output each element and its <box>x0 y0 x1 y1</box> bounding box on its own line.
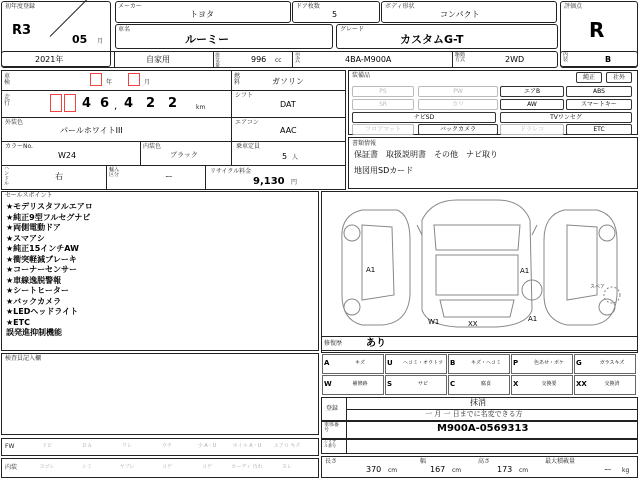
width-label: 幅 <box>420 458 427 465</box>
mileage-digit-4: 2 <box>146 96 156 111</box>
interior-color-value: ブラック <box>170 151 198 159</box>
equipment-item: フロアマット <box>352 124 414 135</box>
mileage-digit-2: 6 <box>100 96 110 111</box>
equipment-item: ETC <box>566 124 632 135</box>
interior-row-item: ヤブレ <box>119 464 135 470</box>
color-no-label: カラーNo. <box>5 143 33 150</box>
sales-point-item: ★車線逸脱警報 <box>6 275 62 285</box>
handle-label: ハンドル <box>4 166 10 187</box>
damage-code-letter: W <box>324 380 332 388</box>
weight-value: ー <box>604 465 612 474</box>
registration-label: 登録 <box>326 405 339 412</box>
serial-block <box>321 439 638 454</box>
interior-row-item: コゲ <box>201 464 212 470</box>
sales-point-item: ★純正9型フルセグナビ <box>6 212 91 222</box>
handle-value: 右 <box>55 172 63 181</box>
equipment-item: スマートキー <box>566 99 632 110</box>
body-label: ボディ形状 <box>385 3 415 10</box>
sales-point-item: ★両側電動ドア <box>6 223 61 232</box>
equipment-item: バックカメラ <box>418 124 498 135</box>
sales-point-item: ★ETC <box>6 317 30 327</box>
damage-code-letter: XX <box>576 380 587 388</box>
recycle-value: 9,130 <box>253 176 285 187</box>
car-diagram <box>322 195 637 335</box>
sales-point-item: ★衝突軽減ブレーキ <box>6 254 77 264</box>
mileage-digit-1: 4 <box>82 96 92 111</box>
grade-score-label: 評価点 <box>564 3 583 10</box>
weight-unit: kg <box>622 467 630 474</box>
length-label: 長さ <box>325 458 338 465</box>
repair-label: 修復歴 <box>324 340 343 347</box>
purpose-value: 自家用 <box>146 55 170 64</box>
documents-block <box>348 137 638 189</box>
fw-item: 小 A・U <box>197 443 217 449</box>
damage-code-label: サビ <box>417 381 428 387</box>
damage-code-letter: P <box>513 359 519 367</box>
recycle-label: リサイクル料金 <box>210 168 252 175</box>
inspection-month-unit: 月 <box>144 79 151 86</box>
displacement-value: 996 <box>251 55 267 64</box>
damage-code-letter: A <box>324 359 330 367</box>
first-registration-month: 05 <box>72 33 88 46</box>
length-unit: cm <box>388 467 398 474</box>
model-value: ルーミー <box>185 33 229 46</box>
interior-row-item: ヨゴレ <box>39 464 55 470</box>
aircon-value: AAC <box>280 126 297 135</box>
damage-code-label: ヘコミ・オウトツ <box>402 360 443 366</box>
equipment-item: ナビSD <box>352 112 496 123</box>
documents-line1: 保証書 取扱説明書 その他 ナビ取り <box>354 150 498 159</box>
diagram-mark-5: A1 <box>528 315 538 323</box>
damage-code-letter: B <box>450 359 456 367</box>
displacement-label: 排気量 <box>215 53 221 69</box>
interior-row-item: ホーディ 汚れ <box>231 464 263 470</box>
diagram-mark-4: XX <box>468 320 478 328</box>
width-unit: cm <box>452 467 462 474</box>
import-label: 輸入区分 <box>109 167 120 178</box>
sales-point-item: ★モデリスタフルエアロ <box>6 202 93 211</box>
equipment-item: PW <box>418 86 498 97</box>
width-value: 167 <box>430 465 446 474</box>
inspector-block <box>1 353 319 435</box>
fw-label: FW <box>5 443 15 450</box>
year-value: 2021年 <box>35 55 64 64</box>
fw-item: ＢＡ <box>81 443 92 449</box>
first-registration-label: 初年度登録 <box>5 3 36 10</box>
interior-row-item: コゲ <box>161 464 172 470</box>
inspection-year-box[interactable] <box>90 73 102 86</box>
type-value: 4BA-M900A <box>345 55 392 64</box>
fuel-value: ガソリン <box>272 77 304 86</box>
damage-code-letter: X <box>513 380 519 388</box>
maker-label: メーカー <box>118 3 142 10</box>
spare-label: スペア <box>590 284 606 290</box>
equipment-item: ABS <box>566 86 632 97</box>
equipment-item: エアB <box>500 86 564 97</box>
grade-score-value: R <box>589 18 605 42</box>
grade-label: グレード <box>340 26 365 33</box>
equipment-item: ドラレコ <box>500 124 564 135</box>
damage-code-label: 補修跡 <box>352 381 368 387</box>
fw-item: エアロ キズ <box>273 443 301 449</box>
doors-label: ドア枚数 <box>296 3 320 10</box>
shift-label: シフト <box>235 92 254 99</box>
damage-code-label: 腐食 <box>480 381 491 387</box>
interior-row-item: スレ <box>281 464 292 470</box>
capacity-unit: 人 <box>292 154 299 161</box>
equipment-item: カワ <box>418 99 498 110</box>
equipment-item: TVワンセグ <box>500 112 632 123</box>
inspection-month-box[interactable] <box>128 73 140 86</box>
chassis-label: 車体番号 <box>324 422 340 433</box>
damage-code-label: キズ・ヘコミ <box>471 360 501 366</box>
import-value: ー <box>165 172 173 181</box>
equipment-item: AW <box>500 99 564 110</box>
fw-item: ウチ <box>161 443 172 449</box>
height-value: 173 <box>497 465 513 474</box>
damage-code-letter: U <box>387 359 393 367</box>
damage-code-letter: C <box>450 380 456 388</box>
sales-point-item: ★シートヒーター <box>6 286 69 295</box>
inspector-label: 検査員記入欄 <box>5 355 42 362</box>
model-label: 車名 <box>118 26 131 33</box>
color-no-value: W24 <box>58 151 77 160</box>
color-value: パールホワイトIII <box>60 126 123 135</box>
displacement-unit: cc <box>275 57 282 64</box>
inspection-year-unit: 年 <box>106 79 113 86</box>
body-value: コンパクト <box>440 10 480 19</box>
interior-row-label: 内装 <box>5 464 18 471</box>
mileage-unit: km <box>196 104 206 111</box>
month-unit: 月 <box>97 38 104 45</box>
sales-point-item: 誤発進抑制機能 <box>6 328 62 337</box>
equipment-aftermarket: 社外 <box>606 72 632 83</box>
damage-code-label: 交換要 <box>541 381 557 387</box>
diagram-mark-2: A1 <box>520 267 530 275</box>
sales-point-item: ★コーナーセンサー <box>6 265 78 274</box>
sales-point-item: ★純正15インチAW <box>6 244 79 253</box>
capacity-value: 5 <box>282 152 288 161</box>
registration-note: 一 月 一 日までに名変できる方 <box>425 410 523 418</box>
fw-item: ワレ <box>121 443 132 449</box>
serial-label: シリアル番号 <box>324 439 336 448</box>
doors-value: 5 <box>332 10 338 19</box>
fw-item: ドビ <box>41 443 52 449</box>
grade-value: カスタムG-T <box>400 33 464 46</box>
mileage-digits: 4 6 , 4 2 2 km <box>50 92 210 116</box>
damage-code-label: キズ <box>355 360 365 366</box>
sales-point-item: ★バックカメラ <box>6 296 62 306</box>
maker-value: トヨタ <box>190 10 214 19</box>
interior-row-item: シミ <box>81 464 92 470</box>
shift-value: DAT <box>280 100 296 109</box>
type-label: 型式 <box>295 53 301 64</box>
recycle-unit: 円 <box>291 179 298 186</box>
equipment-item: SR <box>352 99 414 110</box>
sales-point-item: ★LEDヘッドライト <box>6 307 79 316</box>
height-unit: cm <box>519 467 529 474</box>
mileage-digit-5: 2 <box>168 96 178 111</box>
mileage-label: 走行 <box>4 94 11 107</box>
aircon-label: エアコン <box>235 119 259 126</box>
fw-item: ホイル A・U <box>232 443 262 449</box>
mileage-digit-3: 4 <box>124 96 134 111</box>
equipment-label: 装備品 <box>352 72 371 79</box>
repair-value: あり <box>366 338 386 349</box>
damage-code-letter: S <box>387 380 393 388</box>
damage-code-label: ガラスキズ <box>599 360 625 366</box>
first-registration-year: R3 <box>12 23 32 38</box>
damage-code-label: 色あせ・ボケ <box>533 360 564 366</box>
interior-value: B <box>605 55 612 64</box>
registration-status: 抹消 <box>470 398 486 407</box>
interior-color-label: 内装色 <box>143 143 162 150</box>
height-label: 高さ <box>478 458 491 465</box>
documents-line2: 地図用SDカード <box>354 166 414 175</box>
weight-label: 最大積載量 <box>545 458 576 465</box>
drive-value: 2WD <box>505 55 525 64</box>
documents-label: 書類情報 <box>352 140 377 147</box>
color-label: 外装色 <box>5 119 24 126</box>
diagram-mark-1: A1 <box>366 266 376 274</box>
length-value: 370 <box>366 465 382 474</box>
sales-points-label: セールスポイント <box>5 192 53 199</box>
chassis-value: M900A-0569313 <box>437 423 529 434</box>
sales-point-item: ★スマアシ <box>6 233 45 243</box>
inspection-label: 車検 <box>4 73 11 86</box>
damage-code-letter: G <box>576 359 582 367</box>
equipment-genuine: 純正 <box>576 72 602 83</box>
drive-label: 駆動方式 <box>455 52 466 63</box>
equipment-item: PS <box>352 86 414 97</box>
capacity-label: 乗車定員 <box>236 143 261 150</box>
fuel-label: 燃料 <box>234 73 241 86</box>
diagram-mark-3: W1 <box>428 318 440 326</box>
interior-box <box>560 51 638 68</box>
damage-code-label: 交換済 <box>604 381 620 387</box>
interior-label: 内装 <box>563 52 569 63</box>
